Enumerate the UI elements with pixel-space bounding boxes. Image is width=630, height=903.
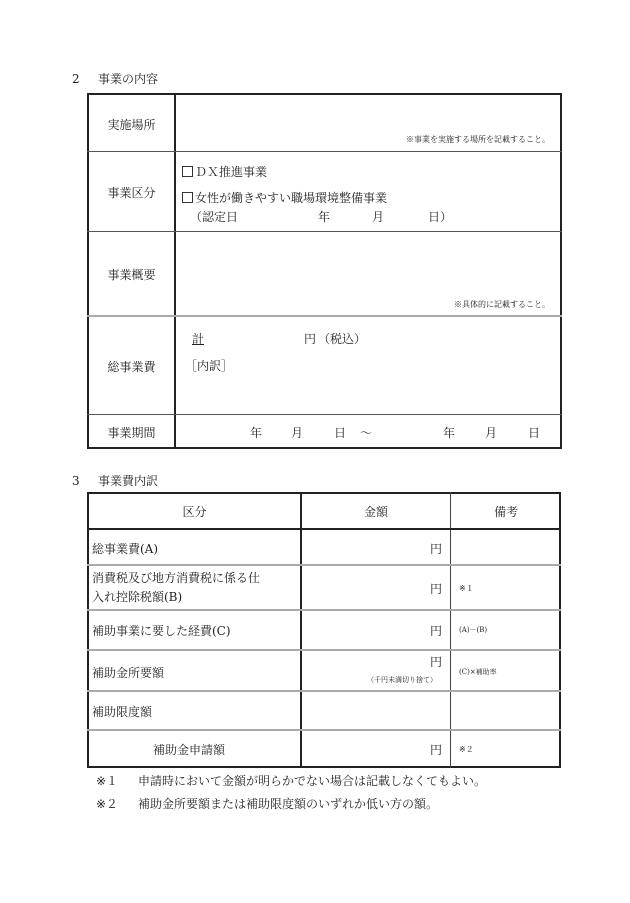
total-prefix: 計 [192, 332, 205, 346]
period-label: 事業期間 [107, 426, 156, 440]
checkbox-dx[interactable] [182, 166, 193, 177]
section-number: 2 [72, 72, 80, 86]
section-title-text: 事業費内訳 [98, 474, 159, 488]
row-required-amount-sub: （千円未満切り捨て） [367, 676, 437, 684]
row-required-amount-note: (C)×補助率 [459, 668, 497, 676]
column-divider [300, 492, 302, 768]
checkbox-women-workplace[interactable] [182, 192, 193, 203]
category-label: 事業区分 [107, 186, 156, 200]
start-day: 日 [334, 426, 347, 440]
row-tax-deduction-unit: 円 [430, 582, 443, 596]
row-application-amount-note: ※２ [459, 745, 474, 754]
section-2-title [72, 70, 158, 87]
breakdown-label: ［内訳］ [185, 359, 234, 373]
section-3-title [72, 472, 158, 489]
row-tax-deduction-note: ※１ [459, 584, 474, 593]
tax-included-note: （税込） [318, 332, 367, 346]
location-note: ※事業を実施する場所を記載すること。 [406, 135, 550, 144]
category-option-women[interactable] [182, 189, 387, 206]
row-divider [87, 315, 562, 317]
row-required-amount-unit: 円 [430, 655, 443, 669]
start-year: 年 [250, 426, 263, 440]
total-unit: 円 [303, 332, 316, 346]
row-application-amount-amount[interactable] [303, 731, 448, 766]
end-year: 年 [443, 426, 456, 440]
row-total-cost-label: 総事業費(A) [92, 542, 159, 556]
footnote-1-text: 申請時において金額が明らかでない場合は記載しなくてもよい。 [138, 774, 487, 788]
row-tax-deduction-label-2: 入れ控除税額(B) [92, 590, 183, 604]
row-tax-deduction-label-1: 消費税及び地方消費税に係る仕 [92, 571, 261, 585]
row-required-amount-amount[interactable] [303, 651, 448, 689]
end-day: 日 [528, 426, 541, 440]
summary-label: 事業概要 [107, 268, 156, 282]
footnote-2-text: 補助金所要額または補助限度額のいずれか低い方の額。 [138, 797, 439, 811]
row-subsidy-expense-label: 補助事業に要した経費(C) [92, 624, 231, 638]
start-month: 月 [291, 426, 304, 440]
row-subsidy-expense-note: (A)－(B) [459, 626, 488, 634]
row-subsidy-expense-unit: 円 [430, 624, 443, 638]
row-limit-amount[interactable] [303, 692, 448, 728]
cert-date-day: 日） [428, 210, 453, 224]
footnote-1-mark: ※１ [96, 774, 119, 788]
column-divider [174, 93, 176, 449]
option-label: ＤＸ推進事業 [195, 165, 268, 179]
header-remarks: 備考 [493, 505, 518, 519]
cert-date-prefix: （認定日 [190, 210, 239, 224]
total-amount-field[interactable] [192, 330, 316, 347]
row-total-cost-unit: 円 [430, 542, 443, 556]
category-option-dx[interactable] [182, 163, 267, 180]
summary-note: ※具体的に記載すること。 [454, 300, 550, 309]
cert-date-year: 年 [318, 210, 331, 224]
section-title-text: 事業の内容 [98, 72, 159, 86]
location-label: 実施場所 [107, 118, 156, 132]
period-tilde: ～ [360, 426, 373, 440]
row-divider [87, 151, 562, 152]
row-divider [87, 231, 562, 232]
footnote-2-mark: ※２ [96, 797, 119, 811]
row-tax-deduction-amount[interactable] [303, 566, 448, 608]
row-required-amount-label: 補助金所要額 [92, 666, 165, 680]
option-label: 女性が働きやすい職場環境整備事業 [195, 191, 388, 205]
total-cost-label: 総事業費 [107, 360, 156, 374]
column-divider [450, 492, 451, 768]
header-divider [87, 528, 561, 530]
section-number: 3 [72, 474, 80, 488]
row-subsidy-expense-amount[interactable] [303, 611, 448, 648]
row-limit-label: 補助限度額 [92, 705, 153, 719]
header-amount: 金額 [363, 505, 388, 519]
row-total-cost-amount[interactable] [303, 531, 448, 563]
row-application-amount-label: 補助金申請額 [153, 743, 226, 757]
header-category: 区分 [182, 505, 207, 519]
row-application-amount-unit: 円 [430, 743, 443, 757]
end-month: 月 [485, 426, 498, 440]
row-divider [87, 414, 562, 415]
cert-date-month: 月 [372, 210, 385, 224]
